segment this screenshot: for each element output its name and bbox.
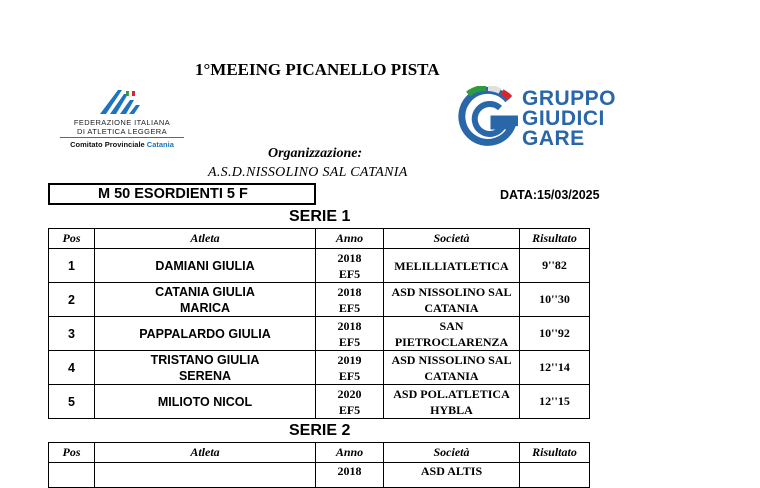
cell-result: 12''15 bbox=[520, 385, 590, 419]
athlete-name-line: DAMIANI GIULIA bbox=[155, 258, 255, 273]
cell-athlete bbox=[95, 385, 316, 419]
birth-year: 2020 bbox=[337, 386, 362, 401]
table-row bbox=[49, 249, 590, 283]
cell-club bbox=[384, 463, 520, 488]
event-date: DATA:15/03/2025 bbox=[500, 188, 600, 202]
club-name-line: ASD NISSOLINO SAL bbox=[391, 284, 512, 299]
cell-year bbox=[316, 249, 384, 283]
fidal-committee-prefix: Comitato Provinciale bbox=[70, 140, 147, 149]
club-name-line: ASD NISSOLINO SAL bbox=[391, 352, 512, 367]
cell-athlete bbox=[95, 463, 316, 488]
cell-club bbox=[384, 385, 520, 419]
cell-result bbox=[520, 463, 590, 488]
column-header-pos: Pos bbox=[49, 443, 95, 463]
ggg-word-gare: GARE bbox=[522, 127, 585, 150]
fidal-committee bbox=[58, 140, 186, 149]
athlete-name-line: MARICA bbox=[180, 300, 230, 315]
column-header-athlete: Atleta bbox=[95, 443, 316, 463]
athlete-name-line: SERENA bbox=[178, 368, 232, 383]
athlete-category: EF5 bbox=[338, 300, 361, 315]
column-header-club: Società bbox=[384, 229, 520, 249]
ggg-emblem-icon bbox=[456, 86, 518, 150]
club-name-line: PIETROCLARENZA bbox=[394, 334, 509, 349]
club-name-line: MELILLIATLETICA bbox=[394, 258, 509, 273]
birth-year: 2018 bbox=[337, 284, 362, 299]
cell-pos bbox=[49, 463, 95, 488]
cell-athlete bbox=[95, 317, 316, 351]
birth-year: 2018 bbox=[337, 318, 362, 333]
table-row bbox=[49, 463, 590, 488]
birth-year: 2019 bbox=[337, 352, 362, 367]
cell-club bbox=[384, 283, 520, 317]
birth-year: 2018 bbox=[337, 464, 362, 478]
club-name-line: ASD ALTIS bbox=[420, 464, 483, 478]
cell-result: 10''92 bbox=[520, 317, 590, 351]
cell-pos: 3 bbox=[49, 317, 95, 351]
club-name-line: HYBLA bbox=[430, 402, 473, 417]
athlete-name-line: CATANIA GIULIA bbox=[155, 284, 255, 299]
table-header-row bbox=[49, 443, 590, 463]
fidal-logo bbox=[58, 88, 186, 152]
athlete-category: EF5 bbox=[338, 266, 361, 281]
cell-athlete bbox=[95, 249, 316, 283]
results-table-serie-2 bbox=[48, 442, 590, 488]
cell-club bbox=[384, 351, 520, 385]
ggg-word-gruppo: GRUPPO bbox=[522, 87, 617, 110]
cell-result: 9''82 bbox=[520, 249, 590, 283]
cell-pos: 4 bbox=[49, 351, 95, 385]
column-header-result: Risultato bbox=[520, 229, 590, 249]
cell-athlete bbox=[95, 351, 316, 385]
athlete-name-line: PAPPALARDO GIULIA bbox=[139, 326, 271, 341]
table-row bbox=[49, 351, 590, 385]
cell-year bbox=[316, 385, 384, 419]
ggg-logo bbox=[456, 86, 626, 150]
category-label: M 50 ESORDIENTI 5 F bbox=[98, 186, 248, 202]
athlete-category: EF5 bbox=[338, 368, 361, 383]
column-header-pos: Pos bbox=[49, 229, 95, 249]
cell-athlete bbox=[95, 283, 316, 317]
table-header-row bbox=[49, 229, 590, 249]
cell-pos: 5 bbox=[49, 385, 95, 419]
results-table-serie-1 bbox=[48, 228, 590, 419]
column-header-result: Risultato bbox=[520, 443, 590, 463]
cell-result: 12''14 bbox=[520, 351, 590, 385]
club-name-line: CATANIA bbox=[424, 300, 479, 315]
fidal-committee-city: Catania bbox=[146, 140, 174, 149]
table-row bbox=[49, 283, 590, 317]
fidal-name-line2: DI ATLETICA LEGGERA bbox=[77, 127, 167, 136]
column-header-year: Anno bbox=[316, 443, 384, 463]
club-name-line: SAN bbox=[439, 318, 464, 333]
club-name-line: CATANIA bbox=[424, 368, 479, 383]
serie-1-title: SERIE 1 bbox=[289, 208, 351, 225]
athlete-name-line: TRISTANO GIULIA bbox=[150, 352, 260, 367]
cell-club bbox=[384, 317, 520, 351]
meeting-title: 1°MEEING PICANELLO PISTA bbox=[195, 60, 440, 79]
column-header-athlete: Atleta bbox=[95, 229, 316, 249]
athlete-category: EF5 bbox=[338, 402, 361, 417]
cell-club bbox=[384, 249, 520, 283]
cell-year bbox=[316, 463, 384, 488]
athlete-name-line: MILIOTO NICOL bbox=[157, 394, 253, 409]
cell-year bbox=[316, 283, 384, 317]
fidal-name-line1: FEDERAZIONE ITALIANA bbox=[73, 118, 171, 127]
ggg-word-giudici: GIUDICI bbox=[522, 107, 605, 130]
fidal-divider bbox=[60, 137, 184, 138]
cell-year bbox=[316, 351, 384, 385]
cell-pos: 2 bbox=[49, 283, 95, 317]
birth-year: 2018 bbox=[337, 250, 362, 265]
organizer-label: Organizzazione: bbox=[268, 146, 363, 161]
serie-2-title: SERIE 2 bbox=[289, 422, 351, 439]
column-header-year: Anno bbox=[316, 229, 384, 249]
athlete-category: EF5 bbox=[338, 334, 361, 349]
fidal-emblem-icon bbox=[96, 88, 146, 114]
cell-year bbox=[316, 317, 384, 351]
cell-result: 10''30 bbox=[520, 283, 590, 317]
table-row bbox=[49, 317, 590, 351]
table-row bbox=[49, 385, 590, 419]
club-name-line: ASD POL.ATLETICA bbox=[393, 386, 510, 401]
column-header-club: Società bbox=[384, 443, 520, 463]
cell-pos: 1 bbox=[49, 249, 95, 283]
organizer-name: A.S.D.NISSOLINO SAL CATANIA bbox=[208, 165, 408, 180]
